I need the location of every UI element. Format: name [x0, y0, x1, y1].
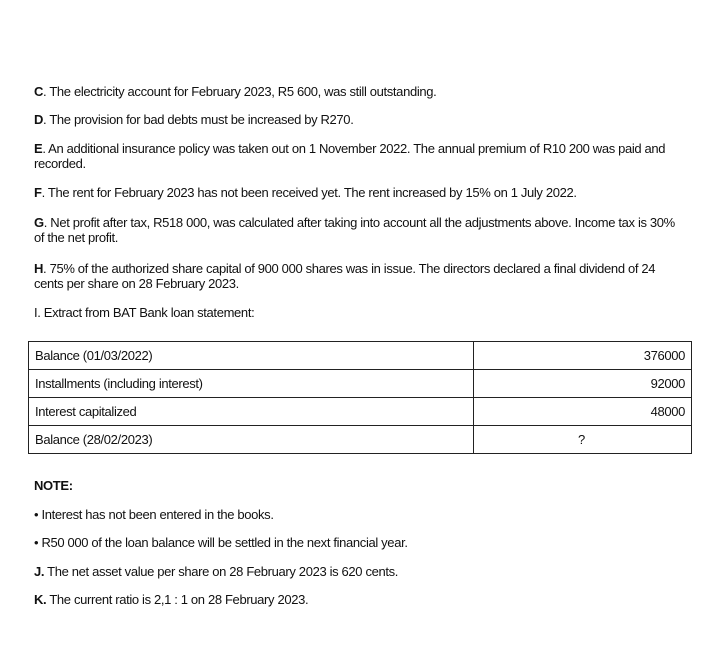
row-label: Balance (28/02/2023)	[29, 426, 474, 454]
row-value: 376000	[474, 342, 692, 370]
table-row	[29, 398, 692, 426]
row-value: 48000	[474, 398, 692, 426]
item-e: E. An additional insurance policy was taken out on 1 November 2022. The annual premium of R10 200 was paid and recorded.	[34, 141, 666, 171]
row-label: Balance (01/03/2022)	[29, 342, 474, 370]
item-k: K. The current ratio is 2,1 : 1 on 28 February 2023.	[34, 592, 309, 607]
note-heading: NOTE:	[34, 478, 73, 493]
table-row	[29, 342, 692, 370]
item-h: H. 75% of the authorized share capital of 900 000 shares was in issue. The directors declared a final dividend of 24 cents per share on 28 February 2023.	[34, 261, 656, 291]
note-bullet: • Interest has not been entered in the books.	[34, 507, 274, 522]
item-f: F. The rent for February 2023 has not been received yet. The rent increased by 15% on 1 July 2022.	[34, 185, 577, 200]
row-value: ?	[474, 426, 692, 454]
table-row	[29, 426, 692, 454]
row-label: Installments (including interest)	[29, 370, 474, 398]
row-label: Interest capitalized	[29, 398, 474, 426]
table-row	[29, 370, 692, 398]
item-c: C. The electricity account for February 2023, R5 600, was still outstanding.	[34, 84, 437, 99]
item-d: D. The provision for bad debts must be increased by R270.	[34, 112, 354, 127]
loan-statement-table	[28, 341, 692, 454]
note-bullet: • R50 000 of the loan balance will be settled in the next financial year.	[34, 535, 408, 550]
row-value: 92000	[474, 370, 692, 398]
item-j: J. The net asset value per share on 28 February 2023 is 620 cents.	[34, 564, 399, 579]
item-g: G. Net profit after tax, R518 000, was calculated after taking into account all the adjustments above. Income tax is 30% of the net profit.	[34, 215, 675, 245]
item-i: I. Extract from BAT Bank loan statement:	[34, 305, 255, 320]
